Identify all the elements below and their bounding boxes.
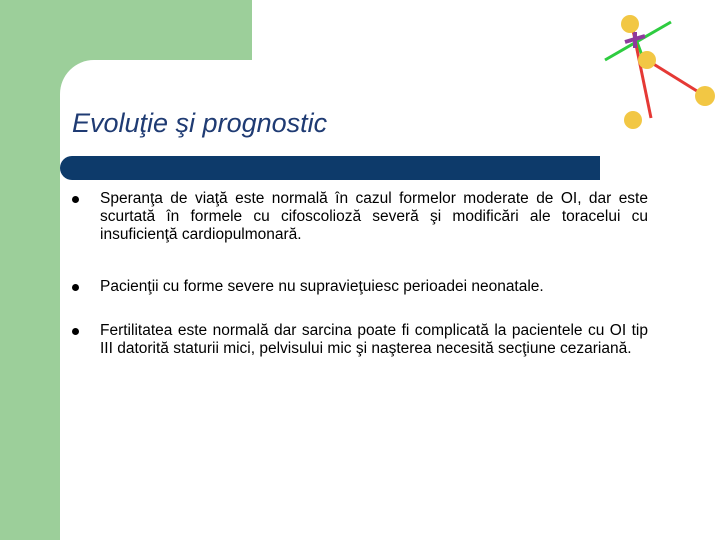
title-underline-bar [60,156,600,180]
bullet-text-1: Speranţa de viaţă este normală în cazul formelor moderate de OI, dar este scurtată în formele cu cifoscolioză severă şi modificări ale toracelui cu insuficienţă cardiopulmonară. [100,190,648,243]
bullet-dot [72,284,79,291]
bullet-dot [72,196,79,203]
bullet-text-2: Pacienţii cu forme severe nu supravieţuiesc perioadei neonatale. [100,278,544,295]
bullet-text-3: Fertilitatea este normală dar sarcina poate fi complicată la pacientele cu OI tip III datorită staturii mici, pelvisului mic şi naşterea necesită secţiune cezariană. [100,322,648,357]
bullet-dot [72,328,79,335]
molecule-model-icon [595,8,720,133]
slide-title: Evoluţie şi prognostic [72,108,328,138]
